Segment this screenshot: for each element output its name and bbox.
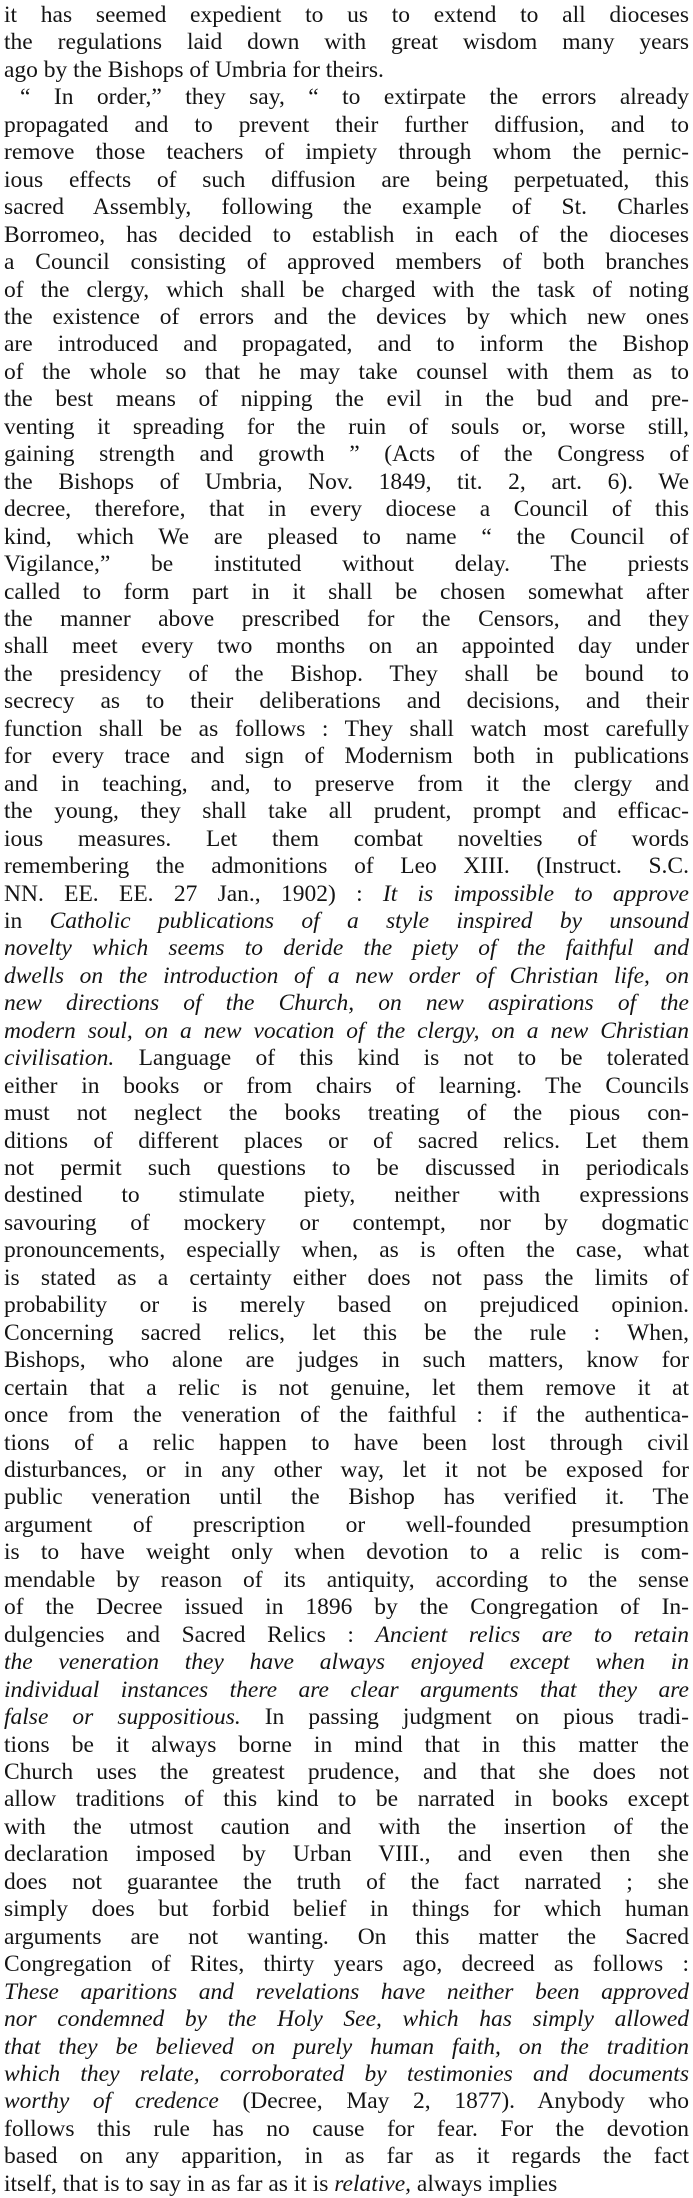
text-run: kind, which We are pleased to name “ the Council of <box>4 523 689 550</box>
text-line <box>4 1457 689 1484</box>
text-run: Concerning sacred relics, let this be the rule : When, <box>4 1319 689 1346</box>
text-run: either in books or from chairs of learning. The Councils <box>4 1072 689 1099</box>
italic-text-run: These aparitions and revelations have neither been approved <box>4 1978 689 2005</box>
text-run: Borromeo, has decided to establish in each of the dioceses <box>4 221 689 248</box>
text-run: ditions of different places or of sacred relics. Let them <box>4 1127 689 1154</box>
text-line <box>4 1375 689 1402</box>
text-run: for every trace and sign of Modernism both in publications <box>4 743 689 770</box>
text-run: is to have weight only when devotion to a relic is com- <box>4 1539 689 1566</box>
italic-text-run: civilisation. <box>4 1045 115 1072</box>
text-line <box>4 1512 689 1539</box>
text-line <box>4 2143 689 2170</box>
text-run: the manner above prescribed for the Censors, and they <box>4 605 689 632</box>
text-line <box>4 1155 689 1182</box>
italic-text-run: which they relate, corroborated by testimonies and documents <box>4 2060 689 2087</box>
text-run: is stated as a certainty either does not pass the limits of <box>4 1264 689 1291</box>
text-run: In passing judgment on pious tradi- <box>240 1704 689 1731</box>
text-run: remove those teachers of impiety through whom the pernic- <box>4 139 689 166</box>
text-run: the Bishops of Umbria, Nov. 1849, tit. 2, art. 6). We <box>4 468 689 495</box>
text-run: and in teaching, and, to preserve from it the clergy and <box>4 770 689 797</box>
text-line <box>4 2061 689 2088</box>
text-line <box>4 112 689 139</box>
text-line <box>4 386 689 413</box>
text-line <box>4 1869 689 1896</box>
text-run: “ In order,” they say, “ to extirpate the errors already <box>20 84 689 111</box>
italic-text-run: Ancient relics are to retain <box>375 1621 689 1648</box>
text-line <box>4 84 689 111</box>
text-line <box>4 798 689 825</box>
text-run: pronouncements, especially when, as is often the case, what <box>4 1237 689 1264</box>
text-run: allow traditions of this kind to be narrated in books except <box>4 1786 689 1813</box>
text-line <box>4 2088 689 2115</box>
text-line <box>4 1622 689 1649</box>
text-run: of the whole so that he may take counsel with them as to <box>4 358 689 385</box>
text-run: it has seemed expedient to us to extend to all dioceses <box>4 2 689 28</box>
text-line <box>4 1347 689 1374</box>
text-line <box>4 908 689 935</box>
text-run: certain that a relic is not genuine, let them remove it at <box>4 1374 689 1401</box>
text-line <box>4 2006 689 2033</box>
text-line <box>4 2 689 29</box>
text-run: remembering the admonitions of Leo XIII. (Instruct. S.C. <box>4 853 689 880</box>
text-run: dulgencies and Sacred Relics : <box>4 1621 376 1648</box>
text-run: Bishops, who alone are judges in such matters, know for <box>4 1347 689 1374</box>
text-line <box>4 1237 689 1264</box>
text-line <box>4 277 689 304</box>
italic-text-run: the veneration they have always enjoyed except when in <box>4 1649 689 1676</box>
italic-text-run: relative, <box>334 2170 412 2197</box>
text-line <box>4 1128 689 1155</box>
text-line <box>4 1539 689 1566</box>
text-line <box>4 414 689 441</box>
text-run: the young, they shall take all prudent, prompt and efficac- <box>4 798 689 825</box>
text-line <box>4 743 689 770</box>
text-run: destined to stimulate piety, neither with expressions <box>4 1182 689 1209</box>
italic-text-run: It is impossible to approve <box>382 880 689 907</box>
text-line <box>4 139 689 166</box>
text-line <box>4 606 689 633</box>
text-run: based on any apparition, in as far as it regards the fact <box>4 2143 689 2170</box>
text-run: with the utmost caution and with the insertion of the <box>4 1813 689 1840</box>
text-run: simply does but forbid belief in things for which human <box>4 1896 689 1923</box>
text-line <box>4 304 689 331</box>
text-run: once from the veneration of the faithful : if the authentica- <box>4 1402 689 1429</box>
text-line <box>4 1320 689 1347</box>
text-run: (Decree, May 2, 1877). Anybody who <box>218 2088 689 2115</box>
text-line <box>4 716 689 743</box>
italic-text-run: Catholic publications of a style inspired by unsound <box>49 907 689 934</box>
text-line <box>4 1704 689 1731</box>
text-line <box>4 1814 689 1841</box>
italic-text-run: modern soul, on a new vocation of the clergy, on a new Christian <box>4 1017 689 1044</box>
text-run: Congregation of Rites, thirty years ago, decreed as follows : <box>4 1951 689 1978</box>
text-line <box>4 1677 689 1704</box>
text-run: the best means of nipping the evil in the bud and pre- <box>4 386 689 413</box>
text-line <box>4 469 689 496</box>
text-line <box>4 771 689 798</box>
italic-text-run: false or suppositious. <box>4 1704 241 1731</box>
text-run: function shall be as follows : They shall watch most carefully <box>4 715 689 742</box>
text-line <box>4 1732 689 1759</box>
text-line <box>4 167 689 194</box>
text-run: does not guarantee the truth of the fact narrated ; she <box>4 1868 689 1895</box>
text-run: secrecy as to their deliberations and decisions, and their <box>4 688 689 715</box>
text-run: not permit such questions to be discussed in periodicals <box>4 1155 689 1182</box>
text-line <box>4 826 689 853</box>
text-line <box>4 1073 689 1100</box>
text-line <box>4 1402 689 1429</box>
text-line <box>4 881 689 908</box>
text-run: always implies <box>411 2170 558 2197</box>
text-run: disturbances, or in any other way, let it not be exposed for <box>4 1457 689 1484</box>
text-line <box>4 496 689 523</box>
text-run: ious effects of such diffusion are being perpetuated, this <box>4 166 689 193</box>
text-run: called to form part in it shall be chosen somewhat after <box>4 578 689 605</box>
text-line <box>4 1100 689 1127</box>
text-line <box>4 1594 689 1621</box>
italic-text-run: individual instances there are clear arguments that they are <box>4 1676 689 1703</box>
text-run: are introduced and propagated, and to inform the Bishop <box>4 331 689 358</box>
body-paragraph <box>4 84 689 2198</box>
text-line <box>4 661 689 688</box>
text-run: tions of a relic happen to have been lost through civil <box>4 1429 689 1456</box>
text-line <box>4 222 689 249</box>
text-run: venting it spreading for the ruin of souls or, worse still, <box>4 413 689 440</box>
text-line <box>4 551 689 578</box>
text-line <box>4 57 689 84</box>
text-line <box>4 1292 689 1319</box>
text-line <box>4 1649 689 1676</box>
italic-text-run: that they be believed on purely human faith, on the tradition <box>4 2033 689 2060</box>
text-line <box>4 1430 689 1457</box>
text-line <box>4 1786 689 1813</box>
text-line <box>4 2116 689 2143</box>
text-line <box>4 441 689 468</box>
italic-text-run: worthy of credence <box>4 2088 219 2115</box>
text-line <box>4 1265 689 1292</box>
text-line <box>4 1896 689 1923</box>
text-line <box>4 963 689 990</box>
text-line <box>4 853 689 880</box>
text-line <box>4 1567 689 1594</box>
text-line <box>4 331 689 358</box>
text-line <box>4 359 689 386</box>
body-paragraph <box>4 2 689 84</box>
text-run: of the clergy, which shall be charged with the task of noting <box>4 276 689 303</box>
text-run: ious measures. Let them combat novelties of words <box>4 825 689 852</box>
text-run: follows this rule has no cause for fear. For the devotion <box>4 2115 689 2142</box>
text-run: argument of prescription or well-founded presumption <box>4 1511 689 1538</box>
text-line <box>4 1841 689 1868</box>
text-run: the regulations laid down with great wisdom many years <box>4 29 689 56</box>
text-line <box>4 935 689 962</box>
text-run: Vigilance,” be instituted without delay. The priests <box>4 551 689 578</box>
text-line <box>4 1045 689 1072</box>
text-run: must not neglect the books treating of the pious con- <box>4 1100 689 1127</box>
text-run: of the Decree issued in 1896 by the Congregation of In- <box>4 1594 689 1621</box>
text-line <box>4 194 689 221</box>
text-run: itself, that is to say in as far as it is <box>4 2170 335 2197</box>
text-run: propagated and to prevent their further diffusion, and to <box>4 111 689 138</box>
italic-text-run: new directions of the Church, on new aspirations of the <box>4 990 689 1017</box>
text-run: tions be it always borne in mind that in this matter the <box>4 1731 689 1758</box>
text-line <box>4 1924 689 1951</box>
text-run: decree, therefore, that in every diocese a Council of this <box>4 496 689 523</box>
text-line <box>4 29 689 56</box>
text-run: sacred Assembly, following the example of St. Charles <box>4 194 689 221</box>
text-line <box>4 633 689 660</box>
text-run: in <box>4 907 50 934</box>
text-line <box>4 579 689 606</box>
text-line <box>4 1210 689 1237</box>
italic-text-run: novelty which seems to deride the piety of the faithful and <box>4 935 689 962</box>
text-line <box>4 524 689 551</box>
text-run: Language of this kind is not to be tolerated <box>114 1045 689 1072</box>
text-run: declaration imposed by Urban VIII., and even then she <box>4 1841 689 1868</box>
text-run: public veneration until the Bishop has verified it. The <box>4 1484 689 1511</box>
text-run: savouring of mockery or contempt, nor by dogmatic <box>4 1209 689 1236</box>
text-run: gaining strength and growth ” (Acts of the Congress of <box>4 441 689 468</box>
italic-text-run: dwells on the introduction of a new order of Christian life, on <box>4 962 689 989</box>
italic-text-run: nor condemned by the Holy See, which has simply allowed <box>4 2006 689 2033</box>
text-run: the existence of errors and the devices by which new ones <box>4 303 689 330</box>
text-run: Church uses the greatest prudence, and that she does not <box>4 1759 689 1785</box>
text-line <box>4 990 689 1017</box>
text-line <box>4 249 689 276</box>
text-line <box>4 1759 689 1786</box>
text-line <box>4 1182 689 1209</box>
text-run: NN. EE. EE. 27 Jan., 1902) : <box>4 880 383 907</box>
text-line <box>4 688 689 715</box>
text-run: mendable by reason of its antiquity, according to the sense <box>4 1566 689 1593</box>
text-line <box>4 1018 689 1045</box>
text-line <box>4 2034 689 2061</box>
text-run: a Council consisting of approved members of both branches <box>4 249 689 276</box>
text-run: shall meet every two months on an appointed day under <box>4 633 689 660</box>
text-run: the presidency of the Bishop. They shall be bound to <box>4 660 689 687</box>
text-run: arguments are not wanting. On this matter the Sacred <box>4 1923 689 1950</box>
text-line <box>4 1951 689 1978</box>
text-run: ago by the Bishops of Umbria for theirs. <box>4 56 384 83</box>
text-line <box>4 1979 689 2006</box>
text-line <box>4 1484 689 1511</box>
text-run: probability or is merely based on prejudiced opinion. <box>4 1292 689 1319</box>
text-line <box>4 2171 689 2198</box>
